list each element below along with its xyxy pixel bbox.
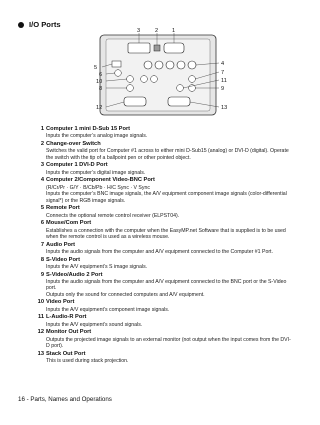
- list-item: [37, 162, 292, 176]
- item-number: 2: [40, 141, 44, 147]
- svideo-port-shape: [127, 85, 134, 92]
- item-name: Computer 1 DVI-D Port: [46, 162, 108, 169]
- item-number: 5: [40, 205, 44, 212]
- item-description: Inputs the A/V equipment’s sound signals.: [46, 321, 143, 328]
- stack-out-shape: [168, 97, 190, 106]
- item-name: Remote Port: [46, 205, 80, 212]
- list-item: [37, 220, 292, 240]
- item-number: 7: [40, 241, 44, 248]
- item-name: Monitor Out Port: [46, 329, 92, 336]
- item-name: Computer 1 mini D-Sub 15 Port: [46, 126, 131, 132]
- item-description: This is used during stack projection.: [46, 358, 129, 365]
- item-number: 11: [37, 314, 44, 321]
- item-number: 6: [40, 220, 44, 227]
- bullet-icon: [18, 22, 24, 28]
- item-number: 8: [40, 256, 44, 263]
- callout-number: 3: [137, 28, 141, 34]
- item-name: L-Audio-R Port: [46, 314, 87, 321]
- item-description: (R/Cr/Pr · G/Y · B/Cb/Pb · H/C Sync · V Sync Inputs the computer’s BNC image signals, the A/V equipment component image signals (color-differential signal*) or the RGB image signals.: [46, 184, 287, 204]
- bnc-shape: [166, 61, 174, 69]
- list-item: [37, 177, 292, 204]
- callout-number: 2: [155, 28, 159, 34]
- monitor-out-shape: [124, 97, 146, 106]
- item-number: 13: [37, 350, 44, 357]
- list-item: [37, 351, 292, 365]
- callout-number: 7: [221, 70, 225, 76]
- item-description: Inputs the A/V equipment’s component image signals.: [46, 306, 170, 313]
- item-number: 9: [40, 271, 44, 278]
- list-item: [37, 329, 292, 349]
- item-number: 12: [37, 329, 44, 336]
- item-name: S-Video Port: [46, 256, 81, 263]
- callout-number: 10: [96, 79, 103, 85]
- list-item: [37, 141, 292, 161]
- lr-audio-port-shape: [177, 85, 184, 92]
- list-item: [37, 314, 292, 328]
- video-port-shape: [127, 76, 134, 83]
- item-name: Computer 2/Component Video-BNC Port: [46, 177, 155, 184]
- item-name: Audio Port: [46, 241, 76, 248]
- item-description: Inputs the audio signals from the computer and A/V equipment connected to the Computer #1 Port.: [46, 248, 273, 255]
- item-name: Video Port: [46, 299, 75, 306]
- callout-number: 1: [172, 28, 176, 34]
- item-description: Inputs the computer’s analog image signals.: [46, 133, 148, 140]
- dsub-port-shape: [164, 43, 184, 53]
- list-item: [37, 299, 292, 313]
- list-item: [37, 272, 292, 299]
- audio-port-shape: [151, 76, 158, 83]
- dvi-port-shape: [128, 43, 150, 53]
- item-description: Connects the optional remote control receiver (ELPST04).: [46, 212, 180, 219]
- item-number: 4: [40, 177, 44, 184]
- audio-port-shape: [141, 76, 148, 83]
- callout-number: 4: [221, 61, 225, 67]
- port-list: [37, 126, 292, 366]
- list-item: [37, 126, 292, 140]
- item-number: 1: [40, 126, 44, 132]
- list-item: [37, 257, 292, 271]
- item-number: 10: [37, 299, 44, 306]
- section-heading: [18, 20, 61, 29]
- switch-shape: [154, 45, 160, 51]
- audio-port-shape: [189, 76, 196, 83]
- mouse-port-shape: [115, 70, 122, 77]
- bnc-shape: [155, 61, 163, 69]
- item-name: Stack Out Port: [46, 350, 86, 357]
- callout-number: 12: [96, 105, 103, 111]
- bnc-shape: [177, 61, 185, 69]
- page-footer: 16 - Parts, Names and Operations: [18, 396, 112, 403]
- io-panel-illustration: [62, 27, 262, 117]
- callout-number: 13: [221, 105, 228, 111]
- item-name: Change-over Switch: [46, 141, 101, 147]
- item-description: Switches the valid port for Computer #1 across to either mini D-Sub15 (analog) or DVI-D (digital). Operate the switch with the tip of a ballpoint pen or other pointed object.: [46, 148, 289, 161]
- item-number: 3: [40, 162, 44, 169]
- item-name: S-Video/Audio 2 Port: [46, 271, 103, 278]
- bnc-shape: [144, 61, 152, 69]
- bnc-shape: [188, 61, 196, 69]
- section-title: I/O Ports: [29, 20, 61, 29]
- item-description: Inputs the audio signals from the computer and A/V equipment connected to the BNC port or the S-Video port. Outputs only the sound for connected computers and A/V equipment.: [46, 278, 287, 298]
- callout-number: 6: [99, 72, 103, 78]
- callout-number: 11: [221, 78, 227, 84]
- item-description: Inputs the A/V equipment’s S image signals.: [46, 263, 148, 270]
- item-description: Outputs the projected image signals to an external monitor (not output when the input comes from the DVI-D port).: [46, 336, 291, 350]
- remote-port-shape: [112, 61, 121, 67]
- list-item: [37, 205, 292, 219]
- item-description: Inputs the computer’s digital image signals.: [46, 169, 146, 176]
- callout-number: 8: [99, 86, 103, 92]
- item-description: Establishes a connection with the computer when the EasyMP.net Software that is supplied is to be used when the remote control is used as a wireless mouse.: [46, 227, 286, 240]
- item-name: Mouse/Com Port: [46, 220, 92, 227]
- io-ports-diagram: [62, 27, 302, 117]
- callout-number: 5: [94, 65, 98, 71]
- callout-number: 9: [221, 86, 225, 92]
- list-item: [37, 242, 292, 256]
